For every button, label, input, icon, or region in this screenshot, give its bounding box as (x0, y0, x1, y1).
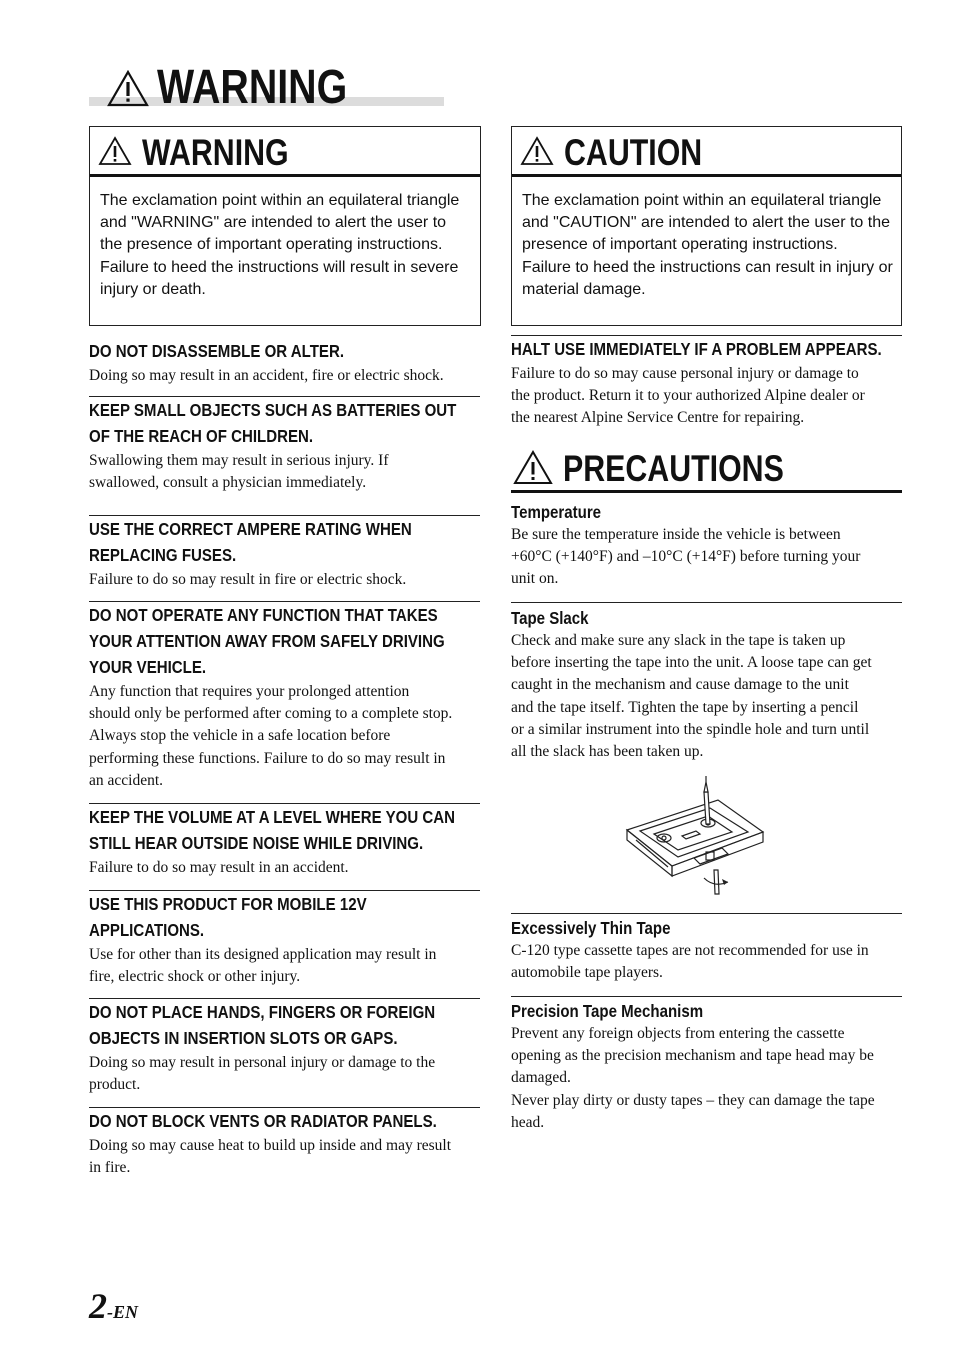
warning-triangle-icon (520, 136, 554, 166)
warning-item-heading: KEEP THE VOLUME AT A LEVEL WHERE YOU CAN (89, 807, 455, 827)
precaution-body: or a similar instrument into the spindle hole and turn until (511, 720, 870, 738)
precautions-title: PRECAUTIONS (563, 448, 784, 489)
warning-box-header (90, 127, 480, 177)
warning-item-heading: DO NOT OPERATE ANY FUNCTION THAT TAKES (89, 605, 438, 625)
warning-item-heading: USE THIS PRODUCT FOR MOBILE 12V (89, 894, 367, 914)
warning-item-body: in fire. (89, 1159, 131, 1177)
warning-item-body: Doing so may cause heat to build up inside and may result (89, 1137, 452, 1154)
warning-box-title: WARNING (142, 132, 289, 173)
precaution-body: head. (511, 1113, 545, 1131)
warning-item-heading: YOUR ATTENTION AWAY FROM SAFELY DRIVING (89, 631, 445, 651)
warning-item-heading: REPLACING FUSES. (89, 545, 237, 565)
section-rule (511, 602, 902, 603)
warning-item-heading: APPLICATIONS. (89, 920, 205, 940)
precaution-body: all the slack has been taken up. (511, 743, 704, 760)
warning-item-body: fire, electric shock or other injury. (89, 968, 301, 986)
warning-item-heading: KEEP SMALL OBJECTS SUCH AS BATTERIES OUT (89, 400, 457, 420)
precaution-body: +60°C (+140°F) and –10°C (+14°F) before turning your (511, 548, 861, 566)
caution-box-header (512, 127, 901, 177)
precaution-heading: Precision Tape Mechanism (511, 1001, 704, 1021)
warning-item-body: product. (89, 1076, 141, 1094)
section-rule (511, 913, 902, 914)
page-number: 2-EN (89, 1286, 138, 1326)
warning-triangle-icon (107, 70, 149, 107)
warning-triangle-icon (513, 450, 553, 485)
warning-item-heading: OF THE REACH OF CHILDREN. (89, 426, 314, 446)
warning-item-body: Use for other than its designed application may result in (89, 946, 437, 963)
precaution-body: Prevent any foreign objects from entering the cassette (511, 1025, 845, 1042)
precaution-body: and the tape itself. Tighten the tape by inserting a pencil (511, 698, 859, 716)
precaution-body: Check and make sure any slack in the tape is taken up (511, 632, 846, 649)
warning-item-body: an accident. (89, 771, 164, 789)
precaution-body: automobile tape players. (511, 964, 663, 982)
warning-item-body: Any function that requires your prolonged attention (89, 683, 410, 700)
precaution-body: Be sure the temperature inside the vehicle is between (511, 526, 841, 543)
warning-item-heading: YOUR VEHICLE. (89, 657, 207, 677)
precaution-body: caught in the mechanism and cause damage to the unit (511, 676, 849, 694)
precaution-heading: Excessively Thin Tape (511, 918, 671, 938)
warning-item-body: swallowed, consult a physician immediately. (89, 474, 367, 492)
warning-item-heading: DO NOT BLOCK VENTS OR RADIATOR PANELS. (89, 1111, 437, 1131)
precaution-body: opening as the precision mechanism and tape head may be (511, 1047, 874, 1065)
warning-item-heading: USE THE CORRECT AMPERE RATING WHEN (89, 519, 412, 539)
cassette-pencil-illustration (624, 774, 766, 898)
warning-triangle-icon (98, 136, 132, 166)
warning-box (89, 126, 481, 326)
precaution-body: unit on. (511, 570, 559, 588)
precaution-heading: Temperature (511, 502, 602, 522)
warning-item-body: Always stop the vehicle in a safe location before (89, 727, 391, 745)
halt-body: Failure to do so may cause personal injury or damage to the product. Return it to your authorized Alpine dealer or the nearest Alpine Service Centre for repairing. (511, 365, 865, 427)
precaution-body: damaged. (511, 1069, 571, 1087)
warning-item-body: Doing so may result in personal injury or damage to the (89, 1054, 436, 1071)
warning-item-heading: DO NOT PLACE HANDS, FINGERS OR FOREIGN (89, 1002, 436, 1022)
precaution-body: Never play dirty or dusty tapes – they can damage the tape (511, 1091, 875, 1109)
caution-box (511, 126, 902, 326)
warning-item-body: performing these functions. Failure to do so may result in (89, 749, 446, 767)
warning-item-body: Doing so may result in an accident, fire or electric shock. (89, 367, 444, 384)
warning-item-body: should only be performed after coming to a complete stop. (89, 705, 453, 723)
warning-item-heading: DO NOT DISASSEMBLE OR ALTER. (89, 341, 345, 361)
warning-box-text: The exclamation point within an equilateral triangle and "WARNING" are intended to alert the user to the presence of important operating instructions. Failure to heed the instructions will result in severe injury or death. (100, 192, 460, 298)
warning-item-body: Failure to do so may result in an accident. (89, 859, 349, 876)
page-title: WARNING (157, 61, 348, 114)
precaution-body: before inserting the tape into the unit. A loose tape can get (511, 654, 872, 672)
halt-heading: HALT USE IMMEDIATELY IF A PROBLEM APPEARS. (511, 339, 882, 359)
warning-item-body: Failure to do so may result in fire or electric shock. (89, 571, 407, 588)
caution-box-text: The exclamation point within an equilateral triangle and "CAUTION" are intended to alert the user to the presence of important operating instructions. Failure to heed the instructions can result in injury or material damage. (522, 192, 893, 298)
warning-item-heading: OBJECTS IN INSERTION SLOTS OR GAPS. (89, 1028, 398, 1048)
warning-item-heading: STILL HEAR OUTSIDE NOISE WHILE DRIVING. (89, 833, 424, 853)
section-rule (511, 996, 902, 997)
warning-item-body: Swallowing them may result in serious injury. If (89, 452, 389, 469)
precaution-heading: Tape Slack (511, 608, 589, 628)
precautions-rule (511, 490, 902, 493)
caution-box-title: CAUTION (564, 132, 703, 173)
precaution-body: C-120 type cassette tapes are not recommended for use in (511, 942, 869, 959)
